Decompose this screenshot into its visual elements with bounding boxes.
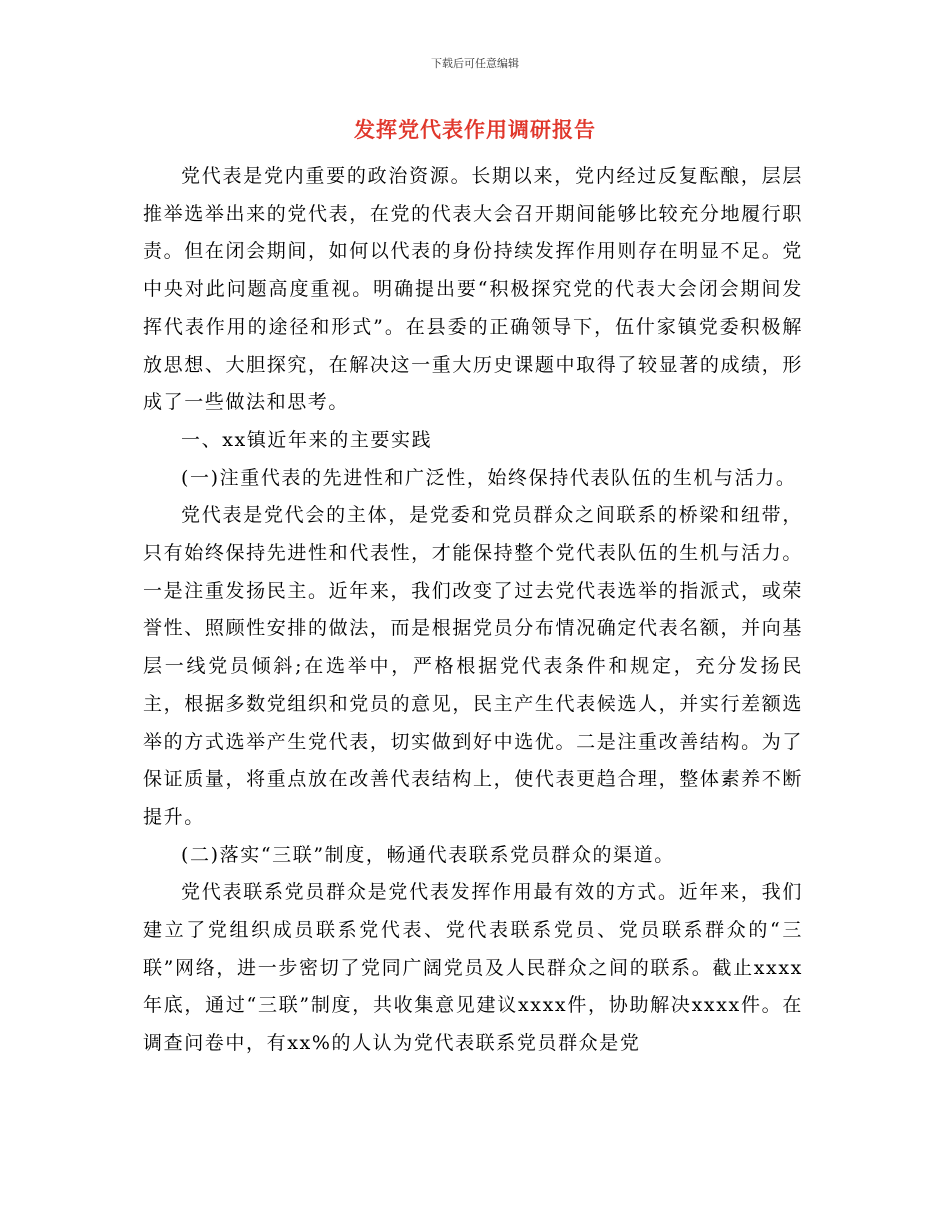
document-body xyxy=(143,158,803,1063)
section-heading-1: 一、xx镇近年来的主要实践 xyxy=(181,428,433,451)
paragraph-2: 党代表联系党员群众是党代表发挥作用最有效的方式。近年来，我们建立了党组织成员联系党代表、党代表联系党员、党员联系群众的“三联”网络，进一步密切了党同广阔党员及人民群众之间的联系。截止xxxx年底，通过“三联”制度，共收集意见建议xxxx件，协助解决xxxx件。在调查问卷中，有xx%的人认为党代表联系党员群众是党 xyxy=(143,881,803,1055)
paragraph-intro: 党代表是党内重要的政治资源。长期以来，党内经过反复酝酿，层层推举选举出来的党代表，在党的代表大会召开期间能够比较充分地履行职责。但在闭会期间，如何以代表的身份持续发挥作用则存在明显不足。党中央对此问题高度重视。明确提出要“积极探究党的代表大会闭会期间发挥代表作用的途径和形式”。在县委的正确领导下，伍什家镇党委积极解放思想、大胆探究，在解决这一重大历史课题中取得了较显著的成绩，形成了一些做法和思考。 xyxy=(143,165,803,414)
header-note: 下载后可任意编辑 xyxy=(431,57,519,70)
document-title: 发挥党代表作用调研报告 xyxy=(354,118,596,142)
subsection-heading-1: (一)注重代表的先进性和广泛性，始终保持代表队伍的生机与活力。 xyxy=(181,466,797,489)
subsection-heading-2: (二)落实“三联”制度，畅通代表联系党员群众的渠道。 xyxy=(181,843,675,866)
paragraph-1: 党代表是党代会的主体，是党委和党员群众之间联系的桥梁和纽带，只有始终保持先进性和代表性，才能保持整个党代表队伍的生机与活力。一是注重发扬民主。近年来，我们改变了过去党代表选举的指派式，或荣誉性、照顾性安排的做法，而是根据党员分布情况确定代表名额，并向基层一线党员倾斜;在选举中，严格根据党代表条件和规定，充分发扬民主，根据多数党组织和党员的意见，民主产生代表候选人，并实行差额选举的方式选举产生党代表，切实做到好中选优。二是注重改善结构。为了保证质量，将重点放在改善代表结构上，使代表更趋合理，整体素养不断提升。 xyxy=(143,504,803,828)
